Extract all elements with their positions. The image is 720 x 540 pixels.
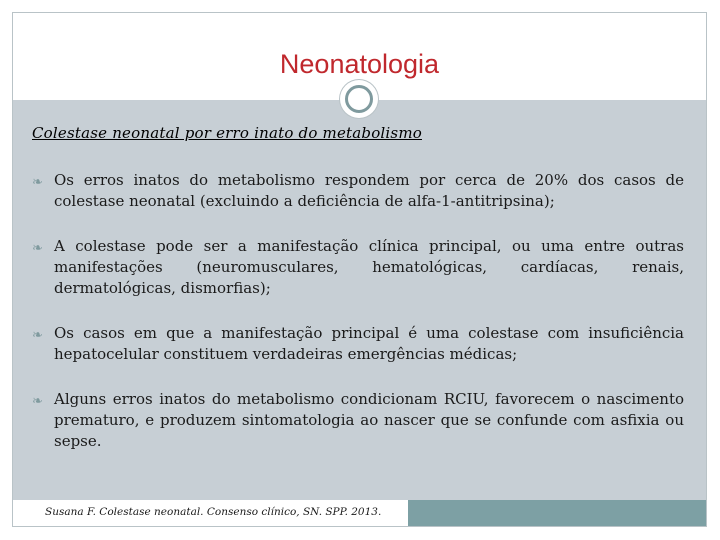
bullet-text: A colestase pode ser a manifestação clínica principal, ou uma entre outras manifestações (neuromusculares, hematológicas, cardíacas, renais, dermatológicas, dismorfias); [54, 237, 684, 297]
bullet-text: Os erros inatos do metabolismo respondem por cerca de 20% dos casos de colestase neonatal (excluindo a deficiência de alfa-1-antitripsina); [54, 171, 684, 210]
bullet-text: Alguns erros inatos do metabolismo condicionam RCIU, favorecem o nascimento prematuro, e produzem sintomatologia ao nascer que se confunde com asfixia ou sepse. [54, 390, 684, 450]
bullet-item [32, 236, 684, 299]
bullet-item [32, 170, 684, 212]
source-footnote: Susana F. Colestase neonatal. Consenso clínico, SN. SPP. 2013. [45, 506, 382, 518]
circle-ring-icon [340, 80, 378, 118]
slide-subtitle: Colestase neonatal por erro inato do metabolismo [32, 124, 422, 142]
bullet-list [32, 170, 684, 476]
slide-title: Neonatologia [279, 49, 440, 79]
fleuron-bullet-icon [32, 325, 43, 346]
fleuron-bullet-icon [32, 238, 43, 259]
bullet-text: Os casos em que a manifestação principal é uma colestase com insuficiência hepatocelular constituem verdadeiras emergências médicas; [54, 324, 684, 363]
fleuron-bullet-icon [32, 391, 43, 412]
bullet-item [32, 323, 684, 365]
bullet-item [32, 389, 684, 452]
fleuron-bullet-icon [32, 172, 43, 193]
